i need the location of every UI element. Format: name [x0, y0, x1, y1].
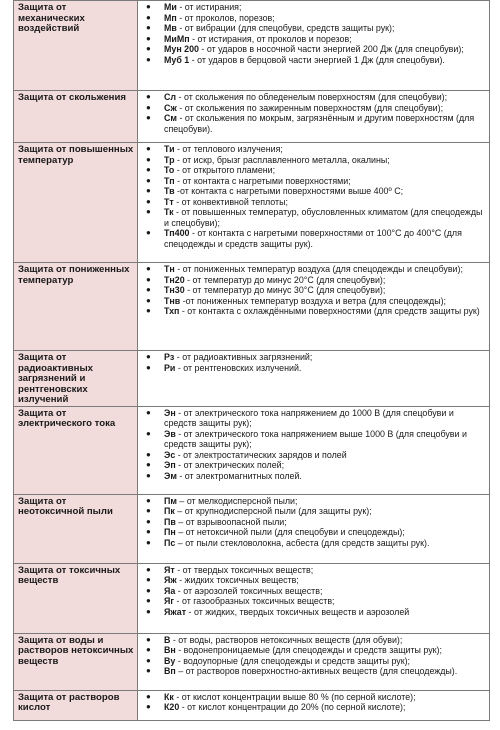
- list-item: [138, 352, 485, 363]
- bullet-icon: ●: [146, 691, 151, 701]
- list-item: [138, 702, 485, 713]
- category-cell: [14, 1, 138, 91]
- category-cell: [14, 690, 138, 720]
- item-description: - от пониженных температур воздуха (для спецодежды и спецобуви);: [174, 264, 463, 274]
- item-description: -от пониженных температур воздуха и ветра (для спецодежды);: [180, 295, 447, 306]
- list-item: [138, 275, 485, 286]
- item-description: - от контакта с нагретыми поверхностями;: [174, 175, 351, 186]
- item-code: Пв: [164, 516, 176, 527]
- table-row: [14, 633, 490, 690]
- list-item: [138, 23, 485, 34]
- item-list: [138, 634, 489, 677]
- item-code: То: [164, 165, 175, 175]
- bullet-icon: ●: [146, 102, 151, 112]
- bullet-icon: ●: [146, 154, 151, 164]
- item-description: - от искр, брызг расплавленного металла, окалины;: [174, 154, 390, 165]
- items-cell: [138, 690, 490, 720]
- bullet-icon: ●: [146, 12, 151, 22]
- bullet-icon: ●: [146, 702, 151, 711]
- item-code: Ри: [164, 362, 176, 373]
- item-code: Кк: [164, 691, 174, 702]
- item-description: - от вибрации (для спецобуви, средств защиты рук);: [176, 23, 395, 33]
- item-code: Пм: [164, 495, 177, 506]
- item-code: МиМп: [164, 33, 190, 44]
- category-cell: [14, 263, 138, 351]
- item-code: Эп: [164, 460, 176, 470]
- item-list: [138, 143, 489, 249]
- item-list: [138, 691, 489, 713]
- item-description: - жидких токсичных веществ;: [176, 575, 299, 585]
- protection-codes-table: [13, 0, 490, 721]
- table-row: [14, 91, 490, 143]
- list-item: [138, 13, 485, 24]
- table-row: [14, 494, 490, 563]
- item-code: Яа: [164, 585, 176, 596]
- item-description: - от жидких, твердых токсичных веществ и аэрозолей: [186, 606, 410, 617]
- list-item: [138, 527, 485, 538]
- item-code: Тр: [164, 154, 175, 165]
- bullet-icon: ●: [146, 295, 151, 305]
- items-cell: [138, 1, 490, 91]
- item-description: - от открытого пламени;: [174, 165, 276, 175]
- bullet-icon: ●: [146, 666, 151, 675]
- bullet-icon: ●: [146, 449, 151, 459]
- list-item: [138, 144, 485, 155]
- list-item: [138, 596, 485, 607]
- category-label: Защита от воды и растворов нетоксичных веществ: [18, 634, 134, 667]
- item-code: Пс: [164, 537, 176, 548]
- item-code: Вн: [164, 645, 176, 655]
- items-cell: [138, 351, 490, 407]
- bullet-icon: ●: [146, 144, 151, 153]
- item-description: - от аэрозолей токсичных веществ;: [175, 585, 323, 596]
- item-description: – от растворов поверхностно-активных веществ (для спецодежды).: [175, 666, 458, 676]
- item-description: -от контакта с нагретыми поверхностями выше 400º С;: [174, 186, 404, 196]
- item-list: [138, 407, 489, 482]
- bullet-icon: ●: [146, 196, 151, 206]
- item-description: – от нетоксичной пыли (для спецобуви и спецодежды);: [175, 527, 405, 537]
- bullet-icon: ●: [146, 470, 151, 480]
- category-label: Защита от механических воздействий: [18, 2, 85, 34]
- item-code: Пн: [164, 527, 176, 537]
- item-code: Эв: [164, 428, 176, 439]
- list-item: [138, 44, 485, 55]
- bullet-icon: ●: [146, 407, 151, 417]
- item-description: - от теплового излучения;: [174, 144, 283, 154]
- list-item: [138, 2, 485, 13]
- item-list: [138, 1, 489, 65]
- bullet-icon: ●: [146, 274, 151, 284]
- bullet-icon: ●: [146, 44, 151, 53]
- list-item: [138, 471, 485, 482]
- bullet-icon: ●: [146, 495, 151, 505]
- item-description: - от скольжения по зажиренным поверхностям (для спецобуви);: [176, 102, 444, 113]
- item-code: Мп: [164, 12, 177, 23]
- item-code: Эн: [164, 407, 176, 418]
- list-item: [138, 165, 485, 176]
- bullet-icon: ●: [146, 186, 151, 195]
- list-item: [138, 207, 485, 228]
- item-code: Тн20: [164, 274, 185, 285]
- item-code: Эм: [164, 470, 177, 481]
- bullet-icon: ●: [146, 575, 151, 584]
- table-row: [14, 406, 490, 494]
- list-item: [138, 155, 485, 166]
- item-code: В: [164, 634, 171, 645]
- category-label: Защита от скольжения: [18, 92, 126, 103]
- bullet-icon: ●: [146, 352, 151, 361]
- table-row: [14, 351, 490, 407]
- list-item: [138, 429, 485, 450]
- list-item: [138, 450, 485, 461]
- item-code: Тт: [164, 196, 174, 207]
- bullet-icon: ●: [146, 113, 151, 122]
- list-item: [138, 408, 485, 429]
- bullet-icon: ●: [146, 596, 151, 605]
- list-item: [138, 607, 485, 618]
- item-code: Ву: [164, 655, 176, 666]
- item-description: – от крупнодисперсной пыли (для защиты рук);: [174, 506, 372, 516]
- item-code: Мв: [164, 23, 177, 33]
- list-item: [138, 506, 485, 517]
- table-row: [14, 1, 490, 91]
- category-label: Защита от радиоактивных загрязнений и рентгеновских излучений: [18, 352, 93, 405]
- list-item: [138, 296, 485, 307]
- items-cell: [138, 91, 490, 143]
- item-description: - от контакта с охлаждёнными поверхностями (для средств защиты рук): [179, 306, 480, 316]
- item-code: К20: [164, 702, 180, 712]
- item-description: - от температур до минус 30°С (для спецобуви);: [184, 285, 386, 295]
- bullet-icon: ●: [146, 460, 151, 469]
- item-code: Вп: [164, 666, 176, 676]
- bullet-icon: ●: [146, 428, 151, 438]
- bullet-icon: ●: [146, 645, 151, 654]
- item-description: - от газообразных токсичных веществ;: [174, 596, 335, 606]
- item-description: - от истирания, от проколов и порезов;: [189, 33, 352, 44]
- list-item: [138, 692, 485, 703]
- bullet-icon: ●: [146, 564, 151, 574]
- item-description: - от проколов, порезов;: [176, 12, 275, 23]
- bullet-icon: ●: [146, 175, 151, 185]
- category-cell: [14, 563, 138, 633]
- category-cell: [14, 406, 138, 494]
- item-description: – от взрывоопасной пыли;: [175, 516, 287, 527]
- list-item: [138, 460, 485, 471]
- item-description: – от пыли стекловолокна, асбеста (для средств защиты рук).: [175, 537, 430, 548]
- bullet-icon: ●: [146, 33, 151, 43]
- category-label: Защита от повышенных температур: [18, 144, 134, 166]
- item-description: - от электрического тока напряжением до 1000 В (для спецобуви и средств защиты рук);: [164, 407, 454, 428]
- items-cell: [138, 563, 490, 633]
- item-code: Тхп: [164, 306, 180, 316]
- item-code: Тк: [164, 207, 174, 217]
- category-cell: [14, 633, 138, 690]
- list-item: [138, 113, 485, 134]
- item-code: Тн30: [164, 285, 185, 295]
- item-code: Тн: [164, 264, 175, 274]
- list-item: [138, 186, 485, 197]
- category-cell: [14, 494, 138, 563]
- bullet-icon: ●: [146, 655, 151, 665]
- bullet-icon: ●: [146, 54, 151, 64]
- category-label: Защита от растворов кислот: [18, 691, 120, 713]
- table-row: [14, 263, 490, 351]
- item-description: - от кислот концентрации до 20% (по серной кислоте);: [179, 702, 406, 712]
- list-item: [138, 34, 485, 45]
- item-description: - от радиоактивных загрязнений;: [174, 352, 313, 362]
- bullet-icon: ●: [146, 527, 151, 536]
- list-item: [138, 635, 485, 646]
- items-cell: [138, 406, 490, 494]
- list-item: [138, 538, 485, 549]
- category-label: Защита от токсичных веществ: [18, 564, 121, 586]
- item-description: - водоупорные (для спецодежды и средств защиты рук);: [175, 655, 411, 666]
- item-description: - от истирания;: [176, 2, 242, 12]
- list-item: [138, 517, 485, 528]
- bullet-icon: ●: [146, 207, 151, 216]
- list-item: [138, 285, 485, 296]
- item-description: - водонепроницаемые (для спецодежды и средств защиты рук);: [175, 645, 442, 655]
- list-item: [138, 565, 485, 576]
- item-description: - от кислот концентрации выше 80 % (по серной кислоте);: [173, 691, 416, 702]
- item-code: Тп: [164, 175, 175, 186]
- items-cell: [138, 494, 490, 563]
- list-item: [138, 586, 485, 597]
- item-code: Тв: [164, 186, 175, 196]
- item-code: См: [164, 113, 177, 123]
- item-description: – от мелкодисперсной пыли;: [176, 495, 298, 506]
- table-row: [14, 143, 490, 263]
- item-code: Яг: [164, 596, 175, 606]
- list-item: [138, 666, 485, 677]
- bullet-icon: ●: [146, 165, 151, 174]
- item-description: - от температур до минус 20°С (для спецобуви);: [184, 274, 386, 285]
- list-item: [138, 363, 485, 374]
- table-row: [14, 690, 490, 720]
- category-label: Защита от электрического тока: [18, 407, 116, 429]
- bullet-icon: ●: [146, 264, 151, 273]
- list-item: [138, 103, 485, 114]
- items-cell: [138, 143, 490, 263]
- category-label: Защита от неотоксичной пыли: [18, 495, 113, 517]
- list-item: [138, 575, 485, 586]
- item-code: Пк: [164, 506, 175, 516]
- item-code: Яжат: [164, 606, 187, 617]
- item-description: - от воды, растворов нетоксичных веществ (для обуви);: [170, 634, 403, 645]
- item-code: Эс: [164, 449, 176, 460]
- list-item: [138, 496, 485, 507]
- bullet-icon: ●: [146, 228, 151, 237]
- bullet-icon: ●: [146, 516, 151, 526]
- category-cell: [14, 351, 138, 407]
- bullet-icon: ●: [146, 506, 151, 515]
- category-label: Защита от пониженных температур: [18, 264, 130, 286]
- item-code: Яж: [164, 575, 177, 585]
- item-list: [138, 495, 489, 549]
- bullet-icon: ●: [146, 23, 151, 32]
- item-code: Ми: [164, 2, 177, 12]
- list-item: [138, 176, 485, 187]
- bullet-icon: ●: [146, 92, 151, 101]
- list-item: [138, 306, 485, 317]
- category-cell: [14, 143, 138, 263]
- item-code: Ят: [164, 564, 175, 575]
- bullet-icon: ●: [146, 2, 151, 11]
- list-item: [138, 228, 485, 249]
- item-description: - от электрических полей;: [175, 460, 285, 470]
- list-item: [138, 264, 485, 275]
- item-description: - от конвективной теплоты;: [173, 196, 288, 207]
- item-code: Сж: [164, 102, 177, 113]
- item-code: Сл: [164, 92, 177, 102]
- item-code: Мун 200: [164, 44, 199, 54]
- item-description: - от контакта с нагретыми поверхностями от 100°С до 400°С (для спецодежды и средств защиты рук).: [164, 228, 462, 249]
- table-row: [14, 563, 490, 633]
- item-description: - от ударов в носочной части энергией 200 Дж (для спецобуви);: [198, 44, 464, 54]
- item-list: [138, 351, 489, 373]
- item-code: Тп400: [164, 228, 190, 238]
- item-list: [138, 91, 489, 134]
- item-description: - от твердых токсичных веществ;: [174, 564, 314, 575]
- items-cell: [138, 263, 490, 351]
- item-description: - от электрического тока напряжением выше 1000 В (для спецобуви и средств защиты рук);: [164, 428, 467, 449]
- bullet-icon: ●: [146, 362, 151, 372]
- item-description: - от повышенных температур, обусловленных климатом (для спецодежды и спецобуви);: [164, 207, 483, 228]
- bullet-icon: ●: [146, 285, 151, 294]
- bullet-icon: ●: [146, 634, 151, 644]
- list-item: [138, 197, 485, 208]
- list-item: [138, 656, 485, 667]
- item-description: - от ударов в берцовой части энергией 1 Дж (для спецобуви).: [189, 54, 445, 65]
- bullet-icon: ●: [146, 606, 151, 616]
- category-cell: [14, 91, 138, 143]
- item-description: - от скольжения по мокрым, загрязнённым и другим поверхностям (для спецобуви).: [164, 113, 475, 134]
- bullet-icon: ●: [146, 585, 151, 595]
- list-item: [138, 645, 485, 656]
- bullet-icon: ●: [146, 306, 151, 315]
- item-description: - от электромагнитных полей.: [176, 470, 302, 481]
- item-list: [138, 564, 489, 618]
- item-description: - от электростатических зарядов и полей: [175, 449, 347, 460]
- items-cell: [138, 633, 490, 690]
- item-description: - от рентгеновских излучений.: [175, 362, 302, 373]
- item-code: Ти: [164, 144, 175, 154]
- item-code: Тнв: [164, 295, 181, 306]
- item-list: [138, 263, 489, 317]
- list-item: [138, 55, 485, 66]
- item-code: Рз: [164, 352, 175, 362]
- item-code: Муб 1: [164, 54, 190, 65]
- bullet-icon: ●: [146, 537, 151, 547]
- list-item: [138, 92, 485, 103]
- item-description: - от скольжения по обледенелым поверхностям (для спецобуви);: [176, 92, 448, 102]
